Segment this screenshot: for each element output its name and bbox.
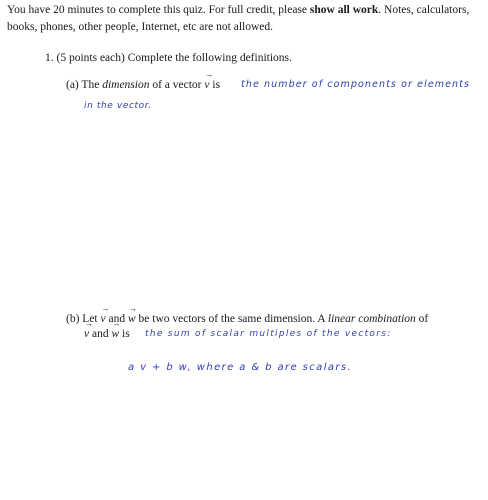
part-a-text-after: is (209, 79, 221, 91)
part-b-l2-and: and (89, 328, 112, 340)
instructions-text-1: You have 20 minutes to complete this quiz. For full credit, please (7, 4, 310, 16)
part-a-answer-line-2: in the vector. (84, 101, 152, 111)
part-a-answer-line-1: the number of components or elements (241, 79, 471, 90)
vector-v-symbol: → v (204, 79, 209, 91)
vector-w-symbol: → w (128, 313, 136, 325)
part-b-prompt-line-2 (84, 328, 130, 340)
part-b-l1-before: Let (79, 313, 101, 325)
instructions-text-2: . Notes, calculators, books, phones, other people, Internet, etc are not allowed. (7, 4, 470, 33)
part-b-l1-and: and (105, 313, 128, 325)
part-a-term: dimension (102, 79, 150, 91)
vector-v-symbol: → v (101, 313, 106, 325)
part-b-l2-is: is (119, 328, 130, 340)
part-b-answer-line-2: a v + b w, where a & b are scalars. (128, 362, 353, 373)
part-b-label: (b) (66, 313, 80, 325)
part-a-text-before: The (78, 79, 103, 91)
part-b-term: linear combination (327, 313, 416, 325)
part-a-text-mid: of a vector (149, 79, 205, 91)
part-b-l1-mid: be two vectors of the same dimension. A (135, 313, 328, 325)
vector-w-symbol: → w (111, 328, 119, 340)
part-a-prompt (66, 79, 220, 91)
quiz-instructions (7, 2, 477, 36)
part-b-l1-after: of (415, 313, 429, 325)
part-a-label: (a) (66, 79, 79, 91)
instructions-bold: show all work (309, 4, 379, 16)
question-1-prompt: 1. (5 points each) Complete the following definitions. (45, 52, 292, 64)
part-b-answer-line-1: the sum of scalar multiples of the vectors: (145, 329, 392, 339)
vector-v-symbol: → v (84, 328, 89, 340)
